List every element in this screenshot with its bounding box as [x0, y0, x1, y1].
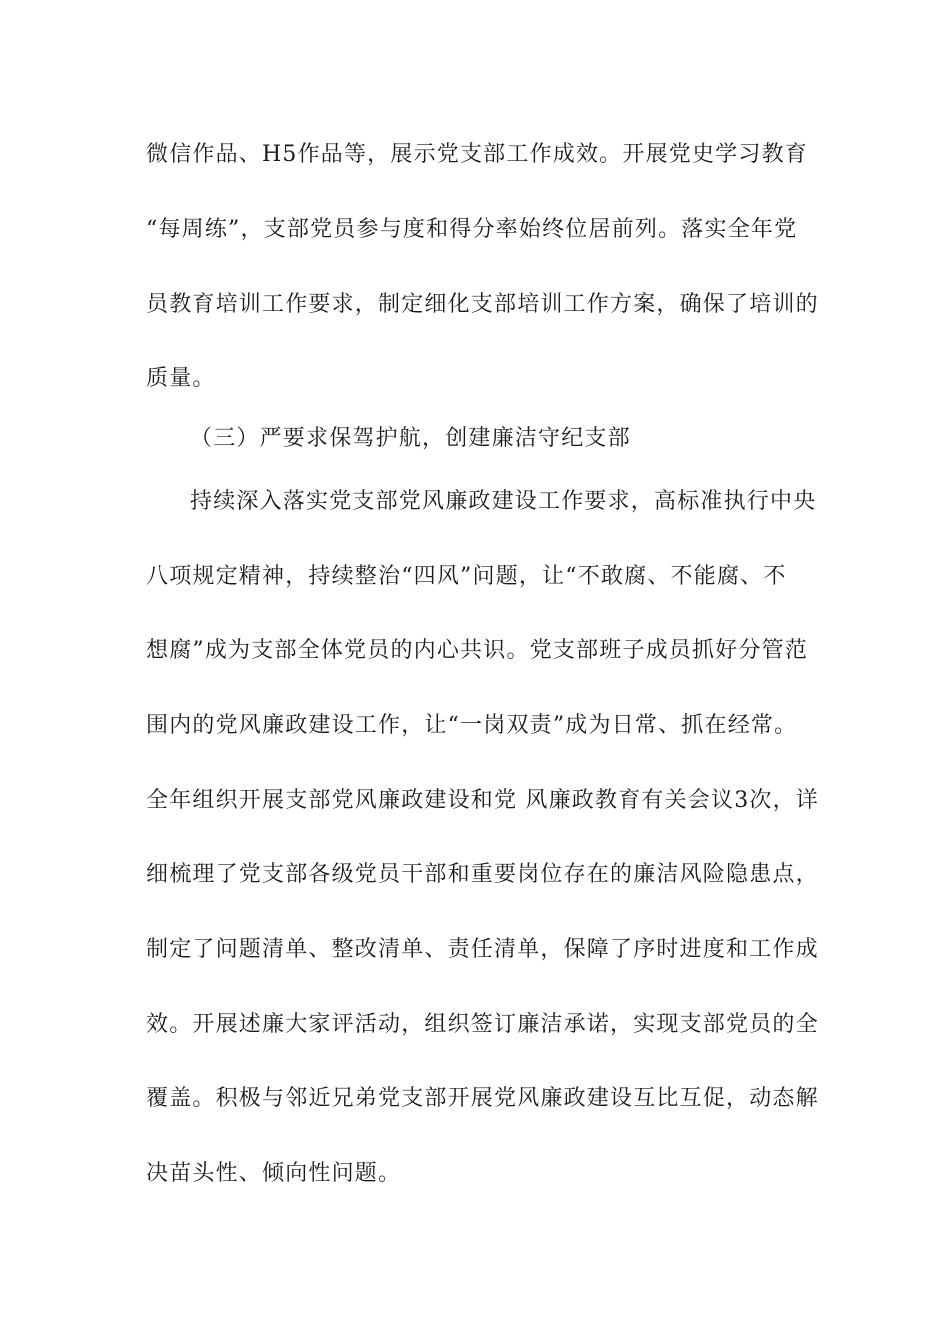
- paragraph-line: 八项规定精神，持续整治“四风”问题，让“不敢腐、不能腐、不: [146, 564, 787, 589]
- paragraph-line: 全年组织开展支部党风廉政建设和党 风廉政教育有关会议3次，详: [146, 788, 819, 813]
- paragraph-line: 想腐”成为支部全体党员的内心共识。党支部班子成员抓好分管范: [146, 638, 809, 663]
- paragraph-line: 细梳理了党支部各级党员干部和重要岗位存在的廉洁风险隐患点，: [146, 862, 819, 887]
- paragraph-line: 持续深入落实党支部党风廉政建设工作要求，高标准执行中央: [190, 489, 817, 514]
- paragraph-line: 围内的党风廉政建设工作，让“一岗双责”成为日常、抓在经常。: [146, 713, 798, 738]
- paragraph-line: 质量。: [146, 366, 216, 391]
- paragraph-line: 效。开展述廉大家评活动，组织签订廉洁承诺，实现支部党员的全: [146, 1012, 819, 1037]
- paragraph-line: 覆盖。积极与邻近兄弟党支部开展党风廉政建设互比互促，动态解: [146, 1086, 819, 1111]
- paragraph-line: 决苗头性、倾向性问题。: [146, 1161, 402, 1186]
- section-heading: （三）严要求保驾护航，创建廉洁守纪支部: [190, 426, 631, 451]
- paragraph-line: 微信作品、H5作品等，展示党支部工作成效。开展党史学习教育: [146, 142, 808, 167]
- paragraph-line: “每周练”，支部党员参与度和得分率始终位居前列。落实全年党: [146, 217, 798, 242]
- paragraph-line: 员教育培训工作要求，制定细化支部培训工作方案，确保了培训的: [146, 292, 819, 317]
- paragraph-line: 制定了问题清单、整改清单、责任清单，保障了序时进度和工作成: [146, 937, 819, 962]
